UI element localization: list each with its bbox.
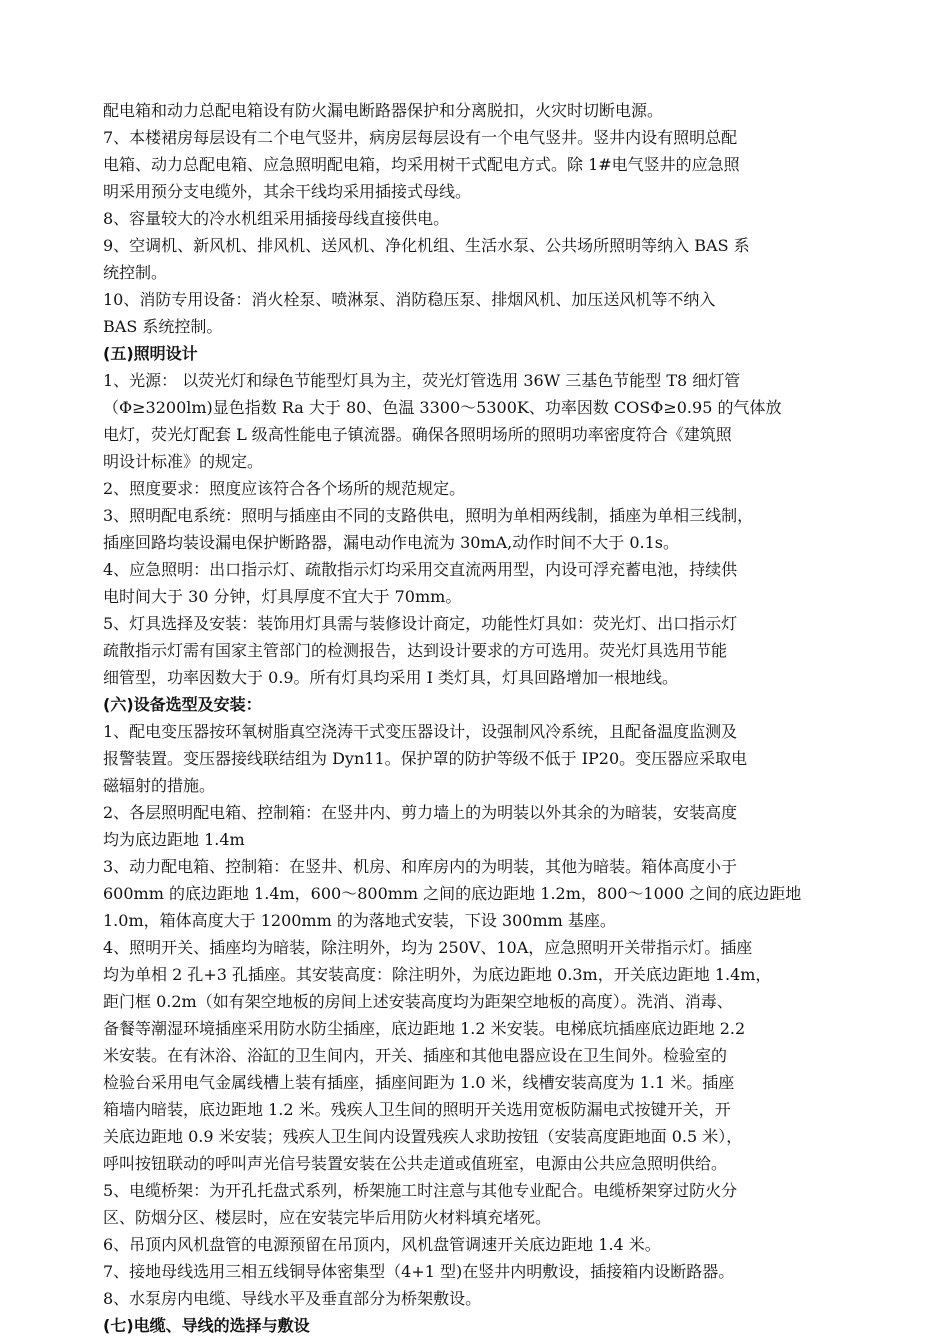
document-page	[103, 97, 863, 1339]
text-line: 2、照度要求：照度应该符合各个场所的规范规定。	[103, 479, 466, 498]
text-line: 电灯，荧光灯配套 L 级高性能电子镇流器。确保各照明场所的照明功率密度符合《建筑照	[103, 425, 732, 444]
text-line: 细管型，功率因数大于 0.9。所有灯具均采用 I 类灯具，灯具回路增加一根地线。	[103, 668, 679, 687]
text-line: 插座回路均装设漏电保护断路器，漏电动作电流为 30mA,动作时间不大于 0.1s。	[103, 533, 680, 552]
text-line: 区、防烟分区、楼层时，应在安装完毕后用防火材料填充堵死。	[103, 1208, 552, 1227]
text-line: 4、照明开关、插座均为暗装，除注明外，均为 250V、10A，应急照明开关带指示灯。插座	[103, 938, 753, 957]
text-line: 2、各层照明配电箱、控制箱：在竖井内、剪力墙上的为明装以外其余的为暗装，安装高度	[103, 803, 738, 822]
section-heading: (五)照明设计	[103, 344, 198, 363]
text-line: 1、光源： 以荧光灯和绿色节能型灯具为主，荧光灯管选用 36W 三基色节能型 T8 细灯管	[103, 371, 741, 390]
text-line: 3、动力配电箱、控制箱：在竖井、机房、和库房内的为明装，其他为暗装。箱体高度小于	[103, 857, 738, 876]
text-line: 6、吊顶内风机盘管的电源预留在吊顶内，风机盘管调速开关底边距地 1.4 米。	[103, 1235, 661, 1254]
text-line: 呼叫按钮联动的呼叫声光信号装置安装在公共走道或值班室，电源由公共应急照明供给。	[103, 1154, 728, 1173]
text-line: 明设计标准》的规定。	[103, 452, 264, 471]
text-line: 关底边距地 0.9 米安装；残疾人卫生间内设置残疾人求助按钮（安装高度距地面 0.5 米），	[103, 1127, 743, 1146]
text-line: （Φ≥3200lm)显色指数 Ra 大于 80、色温 3300～5300K、功率因数 COSΦ≥0.95 的气体放	[103, 398, 782, 417]
text-line: 明采用预分支电缆外，其余干线均采用插接式母线。	[103, 182, 472, 201]
text-line: 距门框 0.2m（如有架空地板的房间上述安装高度均为距架空地板的高度）。洗消、消毒、	[103, 992, 733, 1011]
text-line: 备餐等潮湿环境插座采用防水防尘插座，底边距地 1.2 米安装。电梯底坑插座底边距地 2.2	[103, 1019, 746, 1038]
text-line: 米安装。在有沐浴、浴缸的卫生间内，开关、插座和其他电器应设在卫生间外。检验室的	[103, 1046, 728, 1065]
text-line: 3、照明配电系统：照明与插座由不同的支路供电，照明为单相两线制，插座为单相三线制，	[103, 506, 754, 525]
text-line: 统控制。	[103, 263, 168, 282]
text-line: 检验台采用电气金属线槽上装有插座，插座间距为 1.0 米，线槽安装高度为 1.1 米。插座	[103, 1073, 735, 1092]
text-line: 8、水泵房内电缆、导线水平及垂直部分为桥架敷设。	[103, 1289, 482, 1308]
section-heading: (七)电缆、导线的选择与敷设	[103, 1316, 310, 1335]
text-line: 1、配电变压器按环氧树脂真空浇涛干式变压器设计，设强制风冷系统，且配备温度监测及	[103, 722, 738, 741]
text-line: 5、电缆桥架：为开孔托盘式系列，桥架施工时注意与其他专业配合。电缆桥架穿过防火分	[103, 1181, 738, 1200]
text-line: BAS 系统控制。	[103, 317, 223, 336]
text-line: 电时间大于 30 分钟，灯具厚度不宜大于 70mm。	[103, 587, 462, 606]
text-line: 600mm 的底边距地 1.4m，600～800mm 之间的底边距地 1.2m，800～1000 之间的底边距地	[103, 884, 802, 903]
text-line: 1.0m，箱体高度大于 1200mm 的为落地式安装，下设 300mm 基座。	[103, 911, 616, 930]
text-line: 4、应急照明：出口指示灯、疏散指示灯均采用交直流两用型，内设可浮充蓄电池，持续供	[103, 560, 738, 579]
text-line: 箱墙内暗装，底边距地 1.2 米。残疾人卫生间的照明开关选用宽板防漏电式按键开关，开	[103, 1100, 731, 1119]
text-line: 8、容量较大的冷水机组采用插接母线直接供电。	[103, 209, 450, 228]
text-line: 电箱、动力总配电箱、应急照明配电箱，均采用树干式配电方式。除 1#电气竖井的应急照	[103, 155, 740, 174]
text-line: 7、接地母线选用三相五线铜导体密集型（4+1 型)在竖井内明敷设，插接箱内设断路器。	[103, 1262, 735, 1281]
text-line: 9、空调机、新风机、排风机、送风机、净化机组、生活水泵、公共场所照明等纳入 BAS 系	[103, 236, 750, 255]
text-line: 均为单相 2 孔+3 孔插座。其安装高度：除注明外，为底边距地 0.3m，开关底边距地 1.4m，	[103, 965, 772, 984]
text-line: 均为底边距地 1.4m	[103, 830, 245, 849]
text-line: 配电箱和动力总配电箱设有防火漏电断路器保护和分离脱扣，火灾时切断电源。	[103, 101, 664, 120]
text-line: 7、本楼裙房每层设有二个电气竖井，病房层每层设有一个电气竖井。竖井内设有照明总配	[103, 128, 738, 147]
text-line: 10、消防专用设备：消火栓泵、喷淋泵、消防稳压泵、排烟风机、加压送风机等不纳入	[103, 290, 716, 309]
text-line: 报警装置。变压器接线联结组为 Dyn11。保护罩的防护等级不低于 IP20。变压器应采取电	[103, 749, 748, 768]
text-line: 疏散指示灯需有国家主管部门的检测报告，达到设计要求的方可选用。荧光灯具选用节能	[103, 641, 728, 660]
section-heading: (六)设备选型及安装：	[103, 695, 262, 714]
text-line: 磁辐射的措施。	[103, 776, 216, 795]
text-line: 5、灯具选择及安装：装饰用灯具需与装修设计商定，功能性灯具如：荧光灯、出口指示灯	[103, 614, 738, 633]
